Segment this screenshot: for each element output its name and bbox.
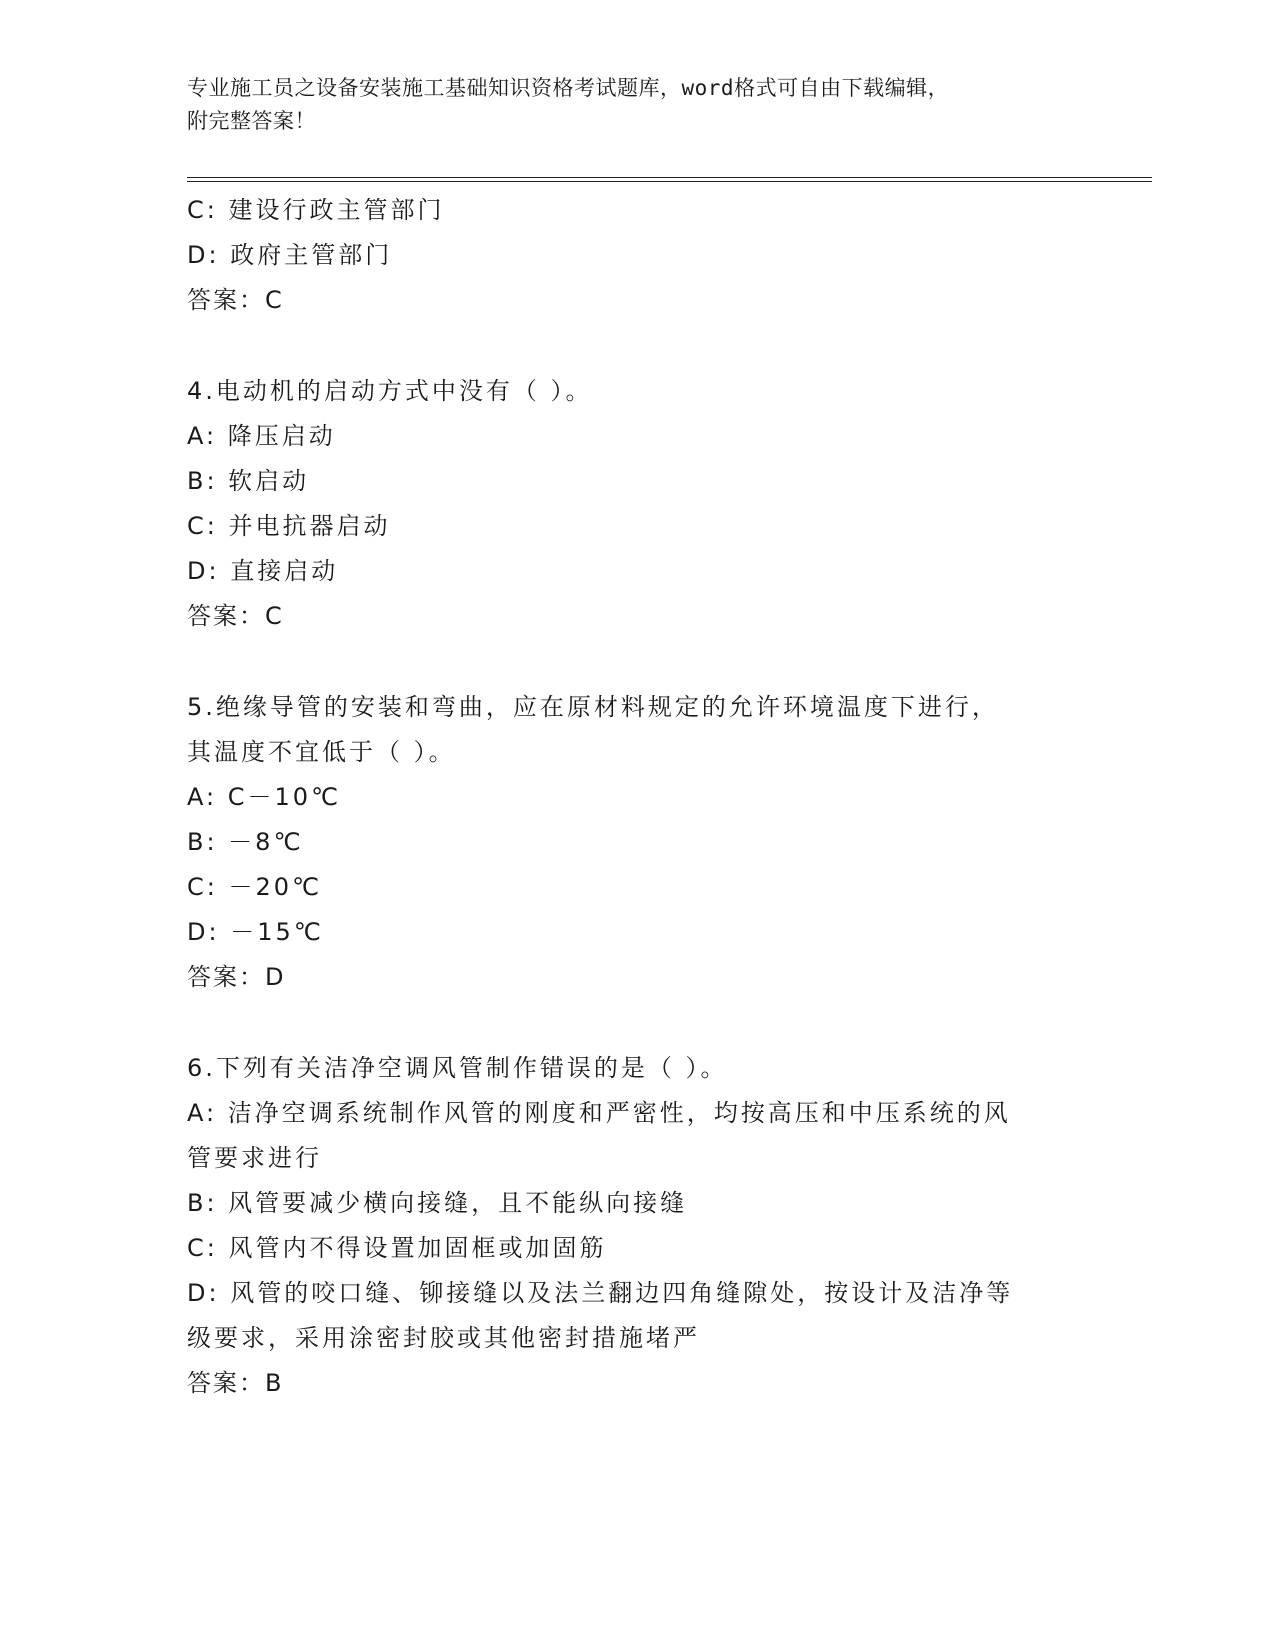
header-divider-bottom [187, 181, 1152, 182]
question-stem-line-1: 5.绝缘导管的安装和弯曲，应在原材料规定的允许环境温度下进行， [187, 693, 999, 721]
option-d-line-2: 级要求，采用涂密封胶或其他密封措施堵严 [187, 1324, 700, 1352]
header-divider-top [187, 177, 1152, 178]
option-b: B: 风管要减少横向接缝，且不能纵向接缝 [187, 1189, 688, 1217]
option-d: D: 直接启动 [187, 557, 339, 585]
option-b: B: 软启动 [187, 467, 310, 495]
option-c: C: 并电抗器启动 [187, 512, 391, 540]
spacer [187, 1000, 1087, 1046]
answer-text: 答案：C [187, 286, 284, 314]
option-c: C: －20℃ [187, 873, 322, 901]
question-stem: 6.下列有关洁净空调风管制作错误的是（ ）。 [187, 1054, 728, 1082]
document-header [187, 72, 1067, 138]
option-d: D: 政府主管部门 [187, 241, 393, 269]
question-5 [187, 685, 1087, 1000]
option-d-line-1: D: 风管的咬口缝、铆接缝以及法兰翻边四角缝隙处，按设计及洁净等 [187, 1279, 1014, 1307]
option-b: B: －8℃ [187, 828, 304, 856]
question-list [187, 188, 1087, 1406]
question-3-continued [187, 188, 1087, 323]
option-d: D: －15℃ [187, 918, 324, 946]
answer-text: 答案：D [187, 963, 286, 991]
answer-text: 答案：B [187, 1369, 284, 1397]
option-a: A: 降压启动 [187, 422, 336, 450]
option-c: C: 风管内不得设置加固框或加固筋 [187, 1234, 607, 1262]
option-c: C: 建设行政主管部门 [187, 196, 445, 224]
header-title-line-1: 专业施工员之设备安装施工基础知识资格考试题库，word格式可自由下载编辑， [187, 76, 950, 100]
question-stem-line-2: 其温度不宜低于（ ）。 [187, 738, 456, 766]
header-title-line-2: 附完整答案！ [187, 109, 316, 133]
option-a: A: C－10℃ [187, 783, 341, 811]
option-a-line-1: A: 洁净空调系统制作风管的刚度和严密性，均按高压和中压系统的风 [187, 1099, 1011, 1127]
spacer [187, 323, 1087, 369]
question-4 [187, 369, 1087, 639]
question-6 [187, 1046, 1087, 1406]
spacer [187, 639, 1087, 685]
answer-text: 答案：C [187, 602, 284, 630]
option-a-line-2: 管要求进行 [187, 1144, 322, 1172]
question-stem: 4.电动机的启动方式中没有（ ）。 [187, 377, 593, 405]
